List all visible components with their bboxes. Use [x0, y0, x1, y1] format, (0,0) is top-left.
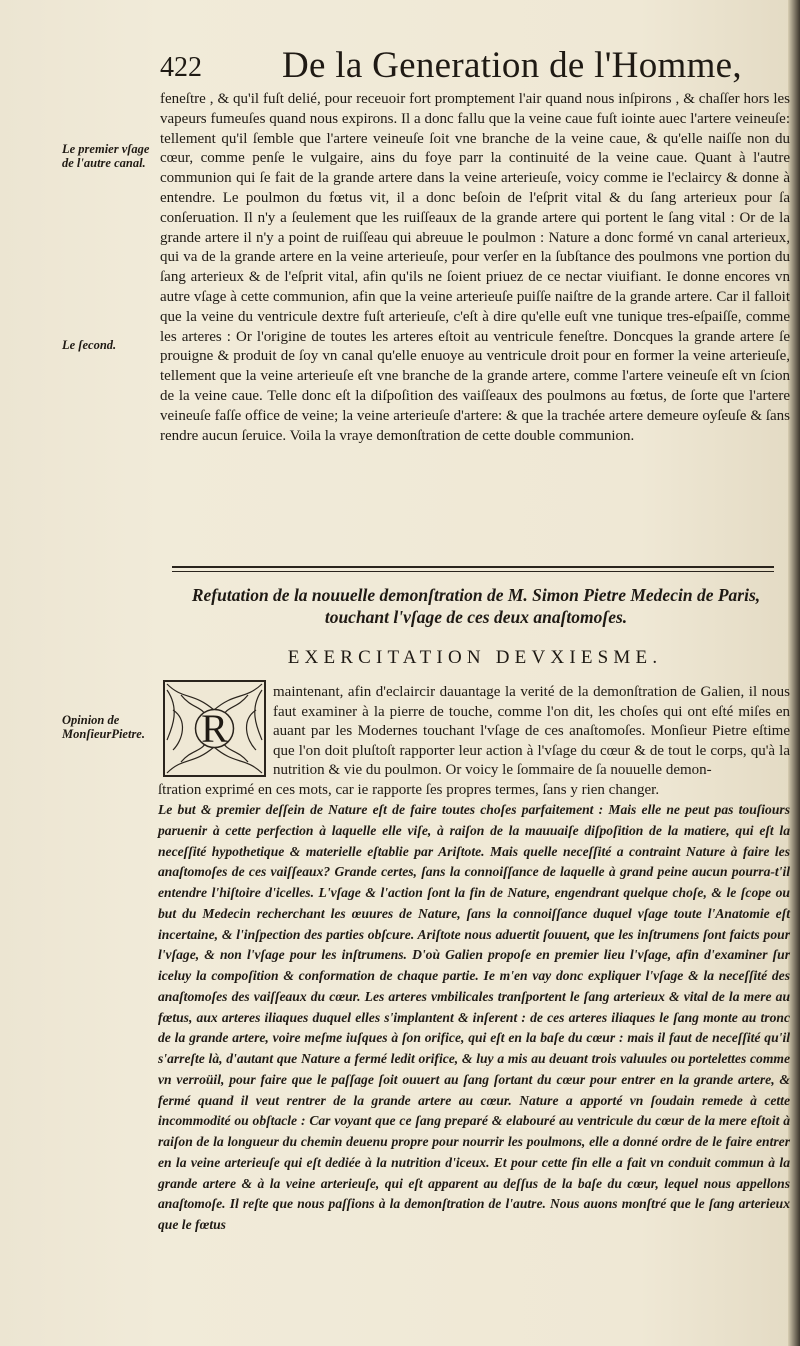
- section-one-paragraph: feneſtre , & qu'il fuſt delié, pour receuoir fort promptement l'air quand nous inſpirons , & chaſſer hors les vapeurs fumeuſes quand nous expirons. Il a donc fallu que la veine caue fuſt iointe auec l'artere veineuſe: tellement qu'il ſemble que l'artere veineuſe ſoit vne branche de la veine caue, & qu'elle naiſſe non du cœur, comme penſe le vulgaire, ains du foye parr la continuité de la veine caue. Quant à l'autre communion qui ſe fait de la grande artere dans la veine arterieuſe, voicy comme ie l'eclaircy & donne à entendre. Le poulmon du fœtus vit, il a donc beſoin de l'eſprit vital & du ſang arterieux pour ſa conſeruation. Il n'y a ſeulement que les ruiſſeaux de la grande artere qui portent le ſang vital : Or de la grande artere il n'y a point de ruiſſeau qui abreuue le poulmon : Nature a donc formé vn canal arterieux, qui va de la grande artere en la veine arterieuſe, pour verſer en la ſubſtance des poulmons vne portion du ſang arterieux & de l'eſprit vital, afin qu'ils ne ſoient priuez de ce nectar viuifiant. Ie donne encores vn autre vſage à cette communion, afin que la veine arterieuſe puiſſe naiſtre de la grande artere. Car il falloit que la veine du ventricule dextre fuſt arterieuſe, c'eſt à dire qu'elle euſt vne tunique tres-eſpaiſſe, comme les arteres : Or l'origine de toutes les arteres eſtoit au ventricule feneſtre. Doncques la grande artere ſe prouigne & produit de ſoy vn canal qu'elle enuoye au ventricule droit pour en former la veine arterieuſe, tellement que la veine arterieuſe eſt vne branche de la grande artere, comme l'artere veineuſe eſt vn ſcion de la veine caue. Telle donc eſt la diſpoſition des vaiſſeaux des poulmons au fœtus, de ſorte que l'artere veineuſe faſſe office de veine; la veine arterieuſe d'artere: & que la trachée artere demeure oyſeuſe & ſans rendre aucun ſeruice. Voila la vraye demonſtration de cette double communion.: [160, 91, 790, 444]
- section-two-paragraph: maintenant, afin d'eclaircir dauantage la verité de la demonſtration de Galien, il nous faut examiner à la pierre de touche, comme l'on dit, les choſes qui ont eſté miſes en auant par les Modernes touchant l'vſage de ces anaſtomoſes. Monſieur Pietre eſtime que l'on doit pluſtoſt rapporter leur action à l'vſage du cœur & de tout le corps, qu'à la nutrition & vie du poulmon. Or voicy le ſommaire de ſa nouuelle demon-: [273, 684, 790, 778]
- exercitation-heading: EXERCITATION DEVXIESME.: [287, 647, 663, 668]
- running-title: De la Generation de l'Homme,: [282, 45, 742, 86]
- section-one-text: [160, 90, 790, 446]
- margin-note-opinion: Opinion de MonſieurPietre.: [62, 713, 145, 741]
- margin-note-second: Le ſecond.: [62, 338, 117, 352]
- section-divider: [172, 566, 774, 572]
- section-two-text: [273, 683, 790, 781]
- margin-note-first: Le premier vſage de l'autre canal.: [62, 142, 150, 170]
- initial-letter: R: [201, 706, 228, 751]
- quoted-summary: [158, 800, 790, 1236]
- section-two-continuation: [158, 781, 790, 801]
- quoted-summary-text: Le but & premier deſſein de Nature eſt de faire toutes choſes parfaitement : Mais elle ne peut pas touſiours paruenir à cette perfection à laquelle elle viſe, à raiſon de la mauuaiſe diſpoſition de la matiere, qui eſt la neceſſité hypothetique & materielle eſtablie par Ariſtote. Mais quelle neceſſité a contraint Nature à faire les anaſtomoſes de ces vaiſſeaux? Grande certes, ſans la connoiſſance de laquelle à grand peine aucun pourra-t'il entendre l'hiſtoire d'icelles. L'vſage & l'action ſont la fin de Nature, engendrant quelque choſe, & le ſcope ou but du Medecin recherchant les œuures de Nature, ſans la connoiſſance duquel vſage toute l'Anatomie eſt incertaine, & l'inſpection des parties obſcure. Ariſtote nous aduertit ſouuent, que les inſtrumens ſont faicts pour l'vſage, & non l'vſage pour les inſtrumens. D'où Galien propoſe en premier lieu l'vſage, afin d'examiner ſur iceluy la compoſition & conformation de chaque partie. Ie m'en vay donc expliquer l'vſage & la neceſſité des anaſtomoſes des vaiſſeaux du cœur. Les arteres vmbilicales tranſportent le ſang arterieux & vital de la mere au fœtus, aux arteres iliaques duquel elles s'implantent & inſerent : de ces arteres iliaques le ſang monte au tronc de la grande artere, voire meſme iuſques à ſon orifice, qui eſt en la baſe du cœur : mais il faut de neceſſité qu'il s'arreſte là, d'autant que Nature a fermé ledit orifice, & luy a mis au deuant trois valuules ou portelettes comme vn verroüil, pour faire que le paſſage ſoit ouuert au ſang ſortant du cœur pour entrer en la grande artere, & fermé quand il veut rentrer de la grande artere au cœur. Nature a apporté vn ſoudain remede à cette incommodité ou obſtacle : Car voyant que ce ſang preparé & elabouré au ventricule du cœur de la mere eſtoit à raiſon de la longueur du chemin deuenu propre pour nourrir les poulmons, elle a donné ordre de le faire entrer en la veine arterieuſe qui eſt dediée à la nutrition d'iceux. Et pour cette fin elle a fait vn conduit commun à la grande artere & à la veine arterieuſe, qui eſt apparent au deſſus de la baſe du cœur, lequel nous appellons anaſtomoſe. Il reſte que nous paſſions à la demonſtration de l'autre. Nous auons monſtré que le ſang arterieux que le fœtus: [158, 802, 790, 1232]
- section-title: Refutation de la nouuelle demonſtration de M. Simon Pietre Medecin de Paris, touchant l'vſage de ces deux anaſtomoſes.: [191, 585, 761, 627]
- ornamental-initial: [163, 680, 266, 777]
- page-number: 422: [160, 52, 202, 83]
- page-header: [160, 42, 780, 92]
- section-two-continuation-line: ſtration exprimé en ces mots, car ie rapporte ſes propres termes, ſans y rien changer.: [158, 782, 660, 798]
